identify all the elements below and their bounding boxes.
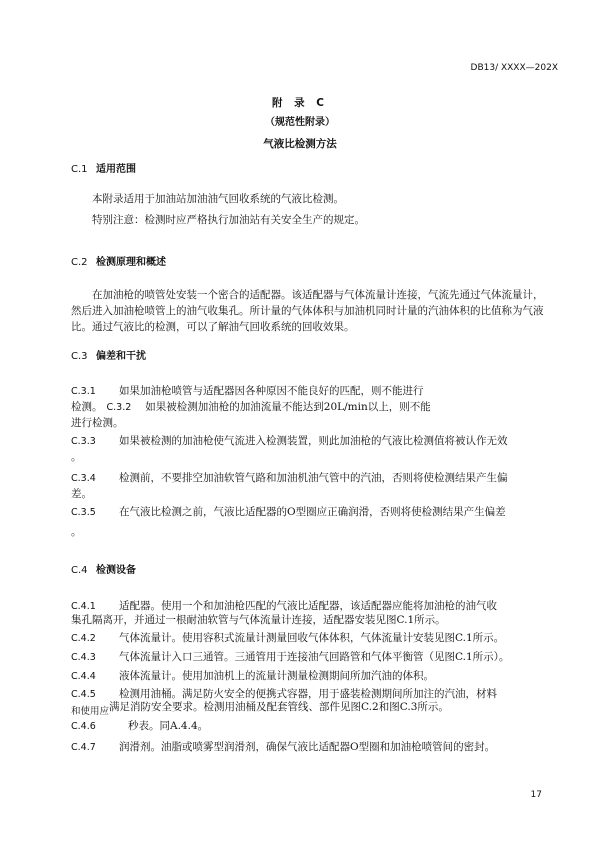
item-text: 在气液比检测之前，气液比适配器的O型圈应正确润滑，否则将使检测结果产生偏差: [119, 506, 506, 518]
list-item-continuation: 集孔隔离开，并通过一根耐油软管与气体流量计连接，适配器安装见图C.1所示。: [71, 614, 446, 626]
list-item: [71, 718, 549, 735]
list-item: [71, 504, 549, 521]
list-item: [71, 433, 549, 450]
section-number: C.2: [71, 257, 88, 268]
section-heading-c3: [71, 347, 146, 362]
paragraph: 本附录适用于加油站加油油气回收系统的气液比检测。: [92, 193, 344, 205]
item-number: C.3.1: [71, 386, 96, 397]
item-number: C.4.7: [71, 742, 96, 753]
section-heading-c1: [71, 160, 136, 175]
item-text: 润滑剂。油脂或喷雾型润滑剂，确保气液比适配器O型圈和加油枪喷管间的密封。: [119, 741, 496, 753]
list-item: [71, 668, 549, 685]
item-text: 气体流量计。使用容积式流量计测量回收气体体积，气体流量计安装见图C.1所示。: [119, 632, 505, 644]
section-number: C.1: [71, 164, 88, 175]
list-item: [71, 649, 549, 666]
item-text: 适配器。使用一个和加油枪匹配的气液比适配器，该适配器应能将加油枪的油气收: [119, 600, 497, 612]
list-item: [71, 470, 549, 487]
item-continuation-text: 满足消防安全要求。检测用油桶及配套管线、部件见图C.2和图C.3所示。: [109, 701, 449, 713]
item-text: 秒表。同A.4.4。: [128, 720, 209, 732]
item-number: C.3.3: [71, 436, 96, 447]
document-code: DB13/ XXXX—202X: [470, 63, 558, 73]
item-text: 液体流量计。使用加油机上的流量计测量检测期间所加汽油的体积。: [119, 670, 434, 682]
page-number: 17: [530, 790, 542, 800]
section-heading-c2: [71, 253, 166, 268]
item-number: C.4.2: [71, 633, 96, 644]
annex-subject: 气液比检测方法: [263, 138, 337, 150]
item-continuation-prefix: 和使用应: [71, 706, 110, 717]
section-title: 偏差和干扰: [96, 351, 147, 362]
section-heading-c4: [71, 561, 136, 576]
section-title: 检测设备: [96, 565, 137, 576]
section-title: 适用范围: [96, 164, 137, 175]
item-text: 如果被检测加油枪的加油流量不能达到20L/min以上，则不能: [145, 401, 431, 413]
item-text: 如果加油枪喷管与适配器因各种原因不能良好的匹配，则不能进行: [119, 385, 424, 397]
item-number: C.4.6: [71, 721, 96, 732]
item-number: C.4.3: [71, 652, 96, 663]
list-item: [71, 739, 549, 756]
item-text: 检测用油桶。满足防火安全的便携式容器，用于盛装检测期间所加注的汽油，材料: [119, 688, 497, 700]
item-number: C.3.5: [71, 507, 96, 518]
annex-nature: （规范性附录）: [265, 117, 335, 128]
list-item-continuation: 。: [71, 526, 82, 538]
item-text: 检测前，不要排空加油软管气路和加油机油气管中的汽油，否则将使检测结果产生偏: [119, 472, 508, 484]
item-continuation: 检测。: [71, 401, 103, 413]
item-number: C.3.2: [106, 402, 132, 413]
section-number: C.3: [71, 351, 88, 362]
list-item: [71, 383, 549, 400]
section-title: 检测原理和概述: [96, 257, 167, 268]
paragraph: 在加油枪的喷管处安装一个密合的适配器。该适配器与气体流量计连接，气流先通过气体流量计，然后进入加油枪喷管上的油气收集孔。所计量的气体体积与加油机同时计量的汽油体积的比值称为气液比。通过气液比的检测，可以了解油气回收系统的回收效果。: [71, 289, 544, 333]
list-item-continuation: [71, 699, 549, 716]
list-item: [71, 399, 549, 416]
section-number: C.4: [71, 565, 88, 576]
paragraph: 特别注意：检测时应严格执行加油站有关安全生产的规定。: [92, 214, 365, 226]
list-item: [71, 630, 549, 647]
annex-title: 附 录 C: [271, 97, 329, 109]
list-item-continuation: 。: [71, 451, 82, 463]
item-text: 气体流量计入口三通管。三通管用于连接油气回路管和气体平衡管（见图C.1所示）。: [119, 651, 510, 663]
item-text: 如果被检测的加油枪使气流进入检测装置，则此加油枪的气液比检测值将被认作无效: [119, 435, 508, 447]
item-number: C.4.4: [71, 671, 96, 682]
list-item-continuation: 进行检测。: [71, 417, 124, 429]
item-number: C.3.4: [71, 473, 96, 484]
list-item-continuation: 差。: [71, 488, 92, 500]
item-number: C.4.5: [71, 689, 96, 700]
item-number: C.4.1: [71, 601, 96, 612]
